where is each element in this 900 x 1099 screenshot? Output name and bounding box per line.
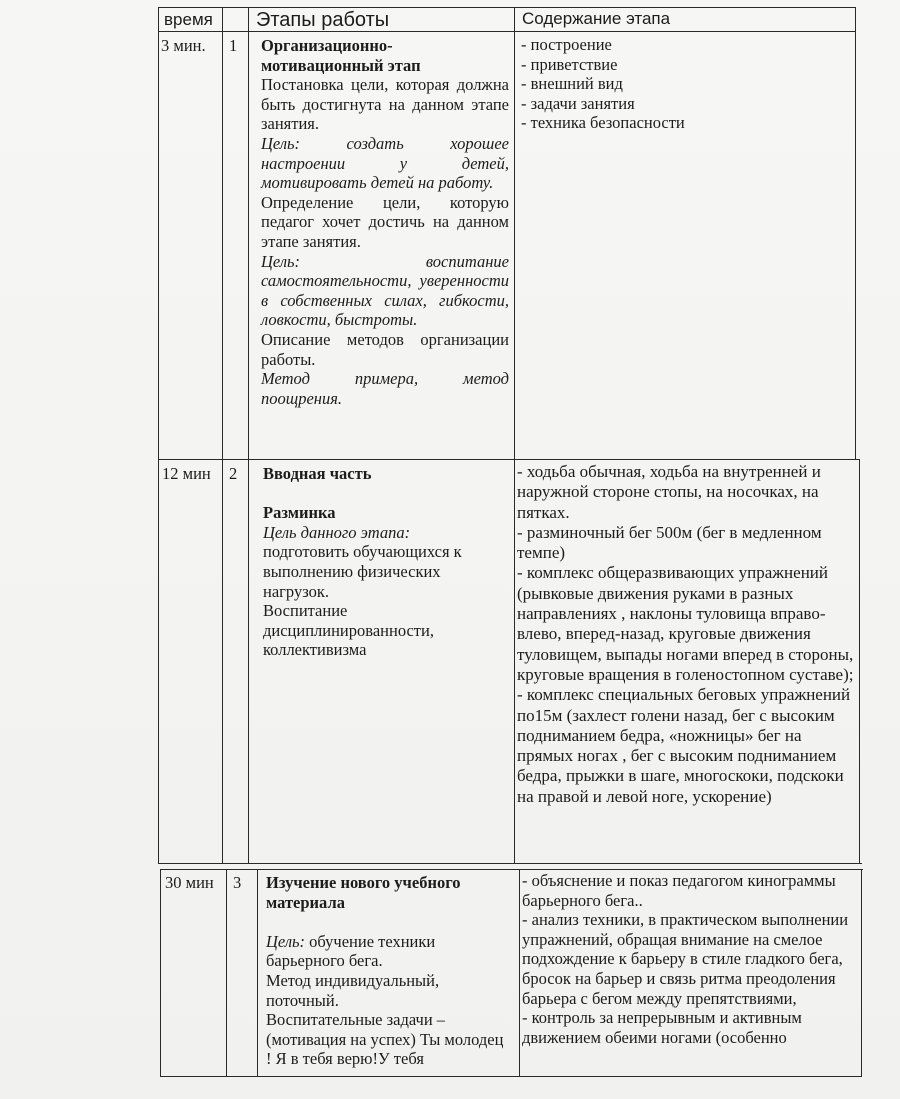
row1-content	[521, 35, 851, 133]
row2-goal-label: Цель данного этапа:	[263, 522, 411, 542]
row1-teacher-goal: Определение цели, которую педагог хочет достичь на данном этапе занятия.	[261, 192, 509, 251]
row3-goal-text: обучение техники барьерного бега.	[266, 931, 436, 971]
row3-number: 3	[233, 873, 242, 892]
list-item: - внешний вид	[521, 74, 623, 94]
row1-methods-description: Описание методов организации работы.	[261, 329, 509, 369]
row3-goal-label: Цель:	[266, 931, 306, 951]
row2-title: Вводная часть	[263, 464, 372, 483]
list-item: - комплекс специальных беговых упражнений по15м (захлест голени назад, бег с высоким подниманием бедра, «ножницы» бег на прямых ногах , бег с высоким подниманием бедра, прыжки в шаге, многоскоки, подскоки на правой и левой ноге, ускорение)	[517, 685, 851, 806]
row1-time: 3 мин.	[161, 36, 206, 55]
row3-stage	[266, 873, 512, 1069]
header-stages: Этапы работы	[256, 9, 390, 31]
list-item: - комплекс общеразвивающих упражнений (рывковые движения руками в разных направлениях , наклоны туловища вправо-влево, вперед-назад, круговые движения туловищем, выпады ногами вперед в стороны, круговые вращения в голеностопном суставе);	[517, 563, 854, 684]
row2-content	[517, 462, 856, 807]
row1-goal-1: Цель: создать хорошее настроении у детей, мотивировать детей на работу.	[261, 133, 509, 193]
row1-goal-setting: Постановка цели, которая должна быть достигнута на данном этапе занятия.	[261, 75, 509, 134]
list-item: - техника безопасности	[521, 113, 685, 133]
list-item: - задачи занятия	[521, 93, 635, 113]
row2-goal-text: подготовить обучающихся к выполнению физических нагрузок.	[263, 542, 462, 601]
list-item: - построение	[521, 35, 612, 54]
row3-edu: Воспитательные задачи – (мотивация на успех) Ты молодец ! Я в тебя верю!У тебя	[266, 1010, 504, 1069]
row2-stage	[263, 464, 509, 660]
row3-title: Изучение нового учебного материала	[266, 873, 461, 912]
list-item: - ходьба обычная, ходьба на внутренней и наружной стороне стопы, на носочках, на пятках.	[517, 462, 821, 522]
row3-method: Метод индивидуальный, поточный.	[266, 970, 440, 1010]
row1-number: 1	[229, 36, 238, 55]
row2-extra: Воспитание дисциплинированности, коллективизма	[263, 601, 434, 660]
row2-subtitle: Разминка	[263, 503, 336, 523]
list-item: - приветствие	[521, 54, 618, 74]
row1-stage	[261, 36, 509, 408]
row2-number: 2	[229, 464, 238, 483]
row1-goal-2: Цель: воспитание самостоятельности, уверенности в собственных силах, гибкости, ловкости, быстроты.	[261, 251, 509, 330]
row3-content	[522, 871, 858, 1047]
list-item: - контроль за непрерывным и активным движением обеими ногами (особенно	[522, 1008, 802, 1047]
row1-title: Организационно-мотивационный этап	[261, 36, 421, 75]
header-content: Содержание этапа	[522, 9, 671, 28]
list-item: - разминочный бег 500м (бег в медленном темпе)	[517, 522, 822, 563]
row2-time: 12 мин	[162, 464, 211, 483]
list-item: - анализ техники, в практическом выполнении упражнений, обращая внимание на смелое подхождение к барьеру в стиле гладкого бега, бросок на барьер и связь ритма преодоления барьера с бегом между препятствиями,	[522, 910, 849, 1008]
header-time: время	[164, 10, 213, 29]
row1-methods: Метод примера, метод поощрения.	[261, 369, 509, 408]
row3-time: 30 мин	[165, 873, 214, 892]
list-item: - объяснение и показ педагогом кинограммы барьерного бега..	[522, 871, 836, 910]
